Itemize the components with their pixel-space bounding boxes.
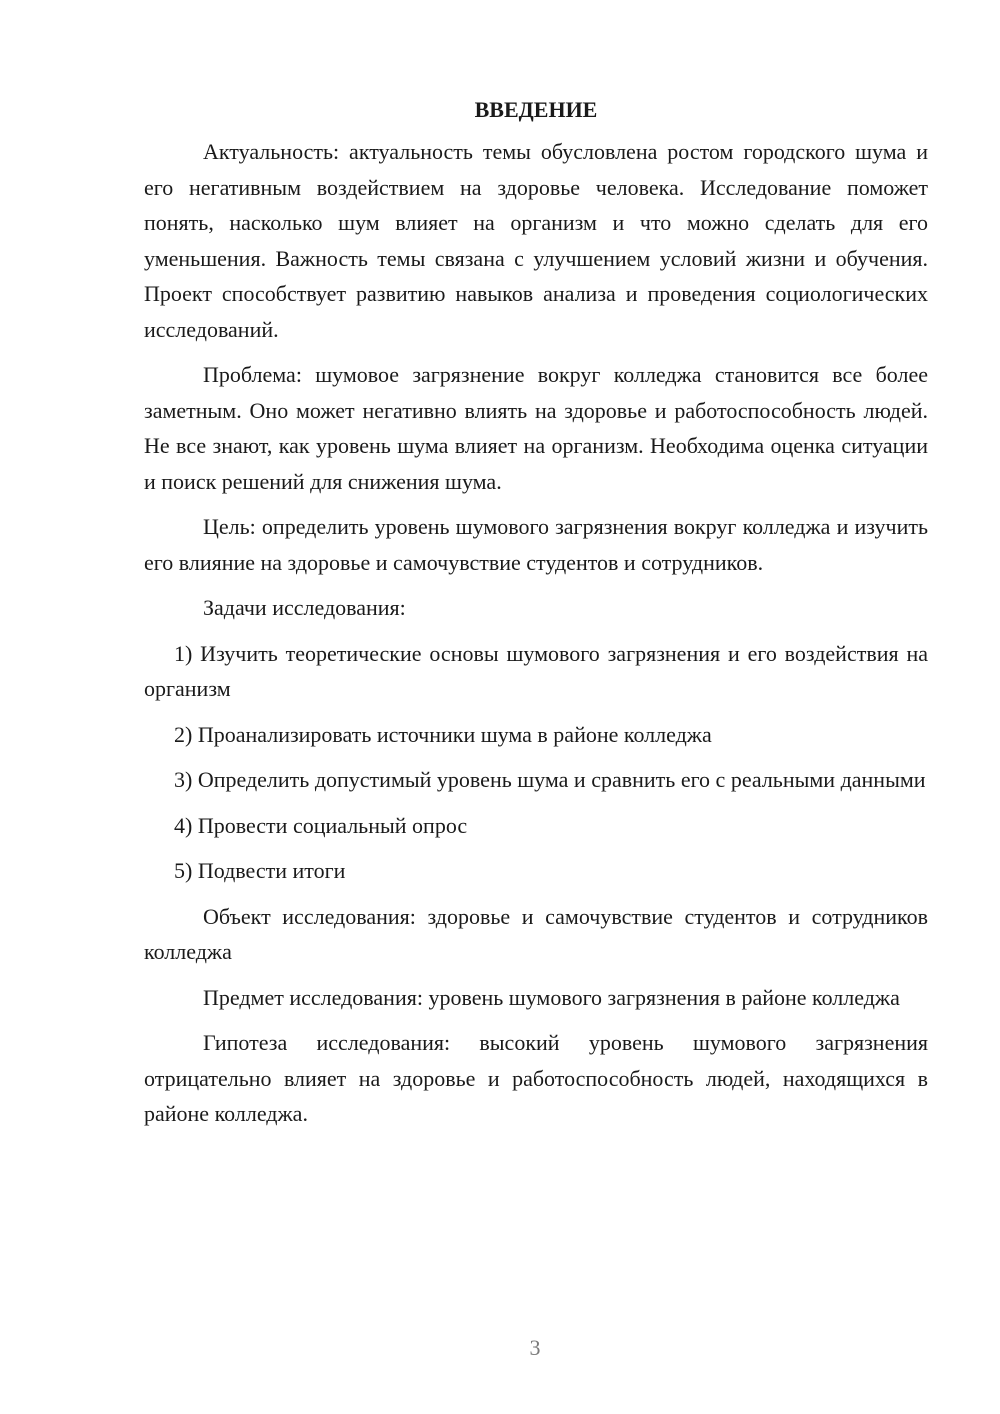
subject-paragraph: Предмет исследования: уровень шумового загрязнения в районе колледжа bbox=[203, 984, 900, 1010]
page-content bbox=[144, 92, 928, 1132]
hypothesis-paragraph: Гипотеза исследования: высокий уровень шумового загрязнения отрицательно влияет на здоровье и работоспособность людей, находящихся в районе колледжа. bbox=[144, 1030, 928, 1126]
page-title: ВВЕДЕНИЕ bbox=[474, 97, 598, 122]
task-item-1: 1) Изучить теоретические основы шумового загрязнения и его воздействия на организм bbox=[144, 640, 928, 701]
task-item-4: 4) Провести социальный опрос bbox=[174, 812, 468, 838]
problem-paragraph: Проблема: шумовое загрязнение вокруг колледжа становится все более заметным. Оно может негативно влиять на здоровье и работоспособность людей. Не все знают, как уровень шума влияет на организм. Необходима оценка ситуации и поиск решений для снижения шума. bbox=[144, 362, 928, 494]
page-number: 3 bbox=[529, 1335, 541, 1360]
tasks-heading: Задачи исследования: bbox=[203, 595, 406, 620]
goal-paragraph: Цель: определить уровень шумового загрязнения вокруг колледжа и изучить его влияние на здоровье и самочувствие студентов и сотрудников. bbox=[144, 514, 928, 575]
task-item-5: 5) Подвести итоги bbox=[174, 858, 346, 883]
task-item-2: 2) Проанализировать источники шума в районе колледжа bbox=[174, 721, 712, 747]
object-paragraph: Объект исследования: здоровье и самочувствие студентов и сотрудников колледжа bbox=[144, 903, 928, 964]
task-item-3: 3) Определить допустимый уровень шума и сравнить его с реальными данными bbox=[174, 767, 926, 792]
relevance-paragraph: Актуальность: актуальность темы обусловлена ростом городского шума и его негативным воздействием на здоровье человека. Исследование поможет понять, насколько шум влияет на организм и что можно сделать для его уменьшения. Важность темы связана с улучшением условий жизни и обучения. Проект способствует развитию навыков анализа и проведения социологических исследований. bbox=[144, 139, 928, 342]
